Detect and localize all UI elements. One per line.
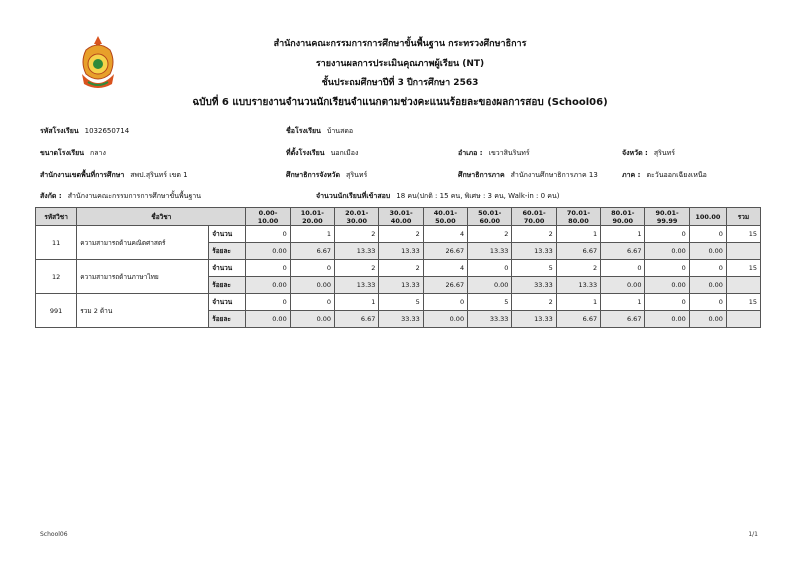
percent-cell: 13.33: [512, 243, 556, 260]
column-header: 20.01-30.00: [335, 208, 379, 226]
district-field: [458, 148, 530, 159]
district-value: เขวาสินรินทร์: [488, 149, 530, 157]
percent-cell: 26.67: [423, 277, 467, 294]
school-code-label: รหัสโรงเรียน: [40, 127, 79, 135]
percent-cell: 0.00: [290, 311, 334, 328]
count-cell: 0: [468, 260, 512, 277]
region-field: [622, 170, 707, 181]
report-subtitle: ฉบับที่ 6 แบบรายงานจำนวนนักเรียนจำแนกตามช่วงคะแนนร้อยละของผลการสอบ (School06): [192, 97, 608, 108]
province-value: สุรินทร์: [653, 149, 676, 157]
region-value: ตะวันออกเฉียงเหนือ: [646, 171, 707, 179]
column-header: 10.01-20.00: [290, 208, 334, 226]
students-tested-field: [316, 191, 560, 202]
percent-cell: [726, 243, 760, 260]
column-header: 30.01-40.00: [379, 208, 423, 226]
count-cell: 1: [556, 294, 600, 311]
count-cell: 0: [601, 260, 645, 277]
percent-cell: 33.33: [512, 277, 556, 294]
affiliation-label: สังกัด :: [40, 192, 62, 200]
percent-cell: 13.33: [379, 277, 423, 294]
count-cell: 0: [246, 294, 290, 311]
province-label: จังหวัด :: [622, 149, 648, 157]
count-cell: 0: [645, 226, 689, 243]
percent-cell: 0.00: [645, 311, 689, 328]
percent-cell: 6.67: [601, 311, 645, 328]
subject-name: ความสามารถด้านคณิตศาสตร์: [77, 226, 209, 260]
count-cell: 15: [726, 226, 760, 243]
count-cell: 2: [335, 260, 379, 277]
school-name-field: [286, 126, 353, 137]
percent-cell: 0.00: [246, 243, 290, 260]
count-cell: 5: [468, 294, 512, 311]
count-cell: 0: [423, 294, 467, 311]
column-header: 70.01-80.00: [556, 208, 600, 226]
students-tested-value: 18 คน(ปกติ : 15 คน, พิเศษ : 3 คน, Walk-in : 0 คน): [396, 192, 560, 200]
table-header-row: [36, 208, 761, 226]
count-cell: 0: [689, 294, 726, 311]
area-office-label: สำนักงานเขตพื้นที่การศึกษา: [40, 171, 125, 179]
percent-cell: 13.33: [556, 277, 600, 294]
column-header: 40.01-50.00: [423, 208, 467, 226]
column-header: 90.01-99.99: [645, 208, 689, 226]
percent-cell: 13.33: [335, 277, 379, 294]
provincial-education-field: [286, 170, 367, 181]
regional-education-field: [458, 170, 598, 181]
footer-page-number: 1/1: [748, 531, 758, 538]
province-field: [622, 148, 675, 159]
school-code-field: [40, 126, 129, 137]
column-header: 50.01-60.00: [468, 208, 512, 226]
count-cell: 5: [512, 260, 556, 277]
percent-cell: 0.00: [645, 243, 689, 260]
count-label: จำนวน: [209, 226, 246, 243]
percent-cell: 6.67: [335, 311, 379, 328]
percent-cell: 0.00: [689, 311, 726, 328]
region-label: ภาค :: [622, 171, 641, 179]
percent-cell: 0.00: [246, 277, 290, 294]
count-cell: 0: [246, 260, 290, 277]
count-cell: 1: [556, 226, 600, 243]
regional-education-label: ศึกษาธิการภาค: [458, 171, 505, 179]
regional-education-value: สำนักงานศึกษาธิการภาค 13: [510, 171, 598, 179]
count-cell: 2: [556, 260, 600, 277]
school-location-label: ที่ตั้งโรงเรียน: [286, 149, 325, 157]
school-location-value: นอกเมือง: [330, 149, 359, 157]
report-agency-title: สำนักงานคณะกรรมการการศึกษาขั้นพื้นฐาน กระทรวงศึกษาธิการ: [273, 39, 527, 49]
column-header: รวม: [726, 208, 760, 226]
column-header: ชื่อวิชา: [77, 208, 246, 226]
count-cell: 0: [645, 294, 689, 311]
table-body: [36, 226, 761, 328]
count-label: จำนวน: [209, 260, 246, 277]
subject-name: รวม 2 ด้าน: [77, 294, 209, 328]
affiliation-field: [40, 191, 201, 202]
percent-cell: 0.00: [423, 311, 467, 328]
subject-code: 11: [36, 226, 77, 260]
school-name-value: บ้านสดอ: [326, 127, 354, 135]
column-header: รหัสวิชา: [36, 208, 77, 226]
report-grade-year: ชั้นประถมศึกษาปีที่ 3 ปีการศึกษา 2563: [321, 78, 479, 88]
count-cell: 1: [601, 294, 645, 311]
percent-cell: 33.33: [379, 311, 423, 328]
percent-label: ร้อยละ: [209, 243, 246, 260]
affiliation-value: สำนักงานคณะกรรมการการศึกษาขั้นพื้นฐาน: [67, 192, 202, 200]
school-size-value: กลาง: [90, 149, 106, 157]
subject-name: ความสามารถด้านภาษาไทย: [77, 260, 209, 294]
percent-cell: 0.00: [601, 277, 645, 294]
percent-cell: 33.33: [468, 311, 512, 328]
percent-cell: 0.00: [689, 243, 726, 260]
percent-cell: [726, 311, 760, 328]
school-size-field: [40, 148, 106, 159]
school-location-field: [286, 148, 358, 159]
school-size-label: ขนาดโรงเรียน: [40, 149, 85, 157]
count-cell: 5: [379, 294, 423, 311]
count-cell: 4: [423, 226, 467, 243]
count-cell: 2: [335, 226, 379, 243]
column-header: 60.01-70.00: [512, 208, 556, 226]
percent-cell: 13.33: [468, 243, 512, 260]
column-header: 100.00: [689, 208, 726, 226]
table-row-count: [36, 260, 761, 277]
count-label: จำนวน: [209, 294, 246, 311]
area-office-field: [40, 170, 188, 181]
percent-cell: 0.00: [246, 311, 290, 328]
count-cell: 1: [335, 294, 379, 311]
score-range-table: [35, 207, 761, 328]
subject-code: 991: [36, 294, 77, 328]
subject-code: 12: [36, 260, 77, 294]
table-row-count: [36, 294, 761, 311]
school-name-label: ชื่อโรงเรียน: [286, 127, 321, 135]
count-cell: 0: [246, 226, 290, 243]
provincial-education-label: ศึกษาธิการจังหวัด: [286, 171, 341, 179]
area-office-value: สพป.สุรินทร์ เขต 1: [130, 171, 188, 179]
percent-label: ร้อยละ: [209, 311, 246, 328]
count-cell: 15: [726, 260, 760, 277]
percent-cell: 0.00: [689, 277, 726, 294]
percent-label: ร้อยละ: [209, 277, 246, 294]
percent-cell: [726, 277, 760, 294]
percent-cell: 6.67: [556, 311, 600, 328]
count-cell: 0: [689, 226, 726, 243]
count-cell: 2: [379, 260, 423, 277]
report-title: รายงานผลการประเมินคุณภาพผู้เรียน (NT): [315, 59, 485, 69]
percent-cell: 6.67: [290, 243, 334, 260]
percent-cell: 0.00: [468, 277, 512, 294]
students-tested-label: จำนวนนักเรียนที่เข้าสอบ: [316, 192, 391, 200]
school-code-value: 1032650714: [84, 127, 130, 135]
district-label: อำเภอ :: [458, 149, 483, 157]
provincial-education-value: สุรินทร์: [346, 171, 368, 179]
column-header: 0.00-10.00: [246, 208, 290, 226]
count-cell: 4: [423, 260, 467, 277]
count-cell: 2: [379, 226, 423, 243]
count-cell: 0: [689, 260, 726, 277]
count-cell: 1: [290, 226, 334, 243]
count-cell: 15: [726, 294, 760, 311]
count-cell: 2: [512, 294, 556, 311]
percent-cell: 13.33: [379, 243, 423, 260]
percent-cell: 6.67: [601, 243, 645, 260]
count-cell: 1: [601, 226, 645, 243]
count-cell: 0: [290, 260, 334, 277]
percent-cell: 26.67: [423, 243, 467, 260]
percent-cell: 6.67: [556, 243, 600, 260]
percent-cell: 0.00: [645, 277, 689, 294]
table-row-count: [36, 226, 761, 243]
percent-cell: 0.00: [290, 277, 334, 294]
count-cell: 0: [645, 260, 689, 277]
count-cell: 2: [468, 226, 512, 243]
percent-cell: 13.33: [335, 243, 379, 260]
count-cell: 2: [512, 226, 556, 243]
count-cell: 0: [290, 294, 334, 311]
footer-report-code: School06: [40, 531, 68, 538]
percent-cell: 13.33: [512, 311, 556, 328]
column-header: 80.01-90.00: [601, 208, 645, 226]
